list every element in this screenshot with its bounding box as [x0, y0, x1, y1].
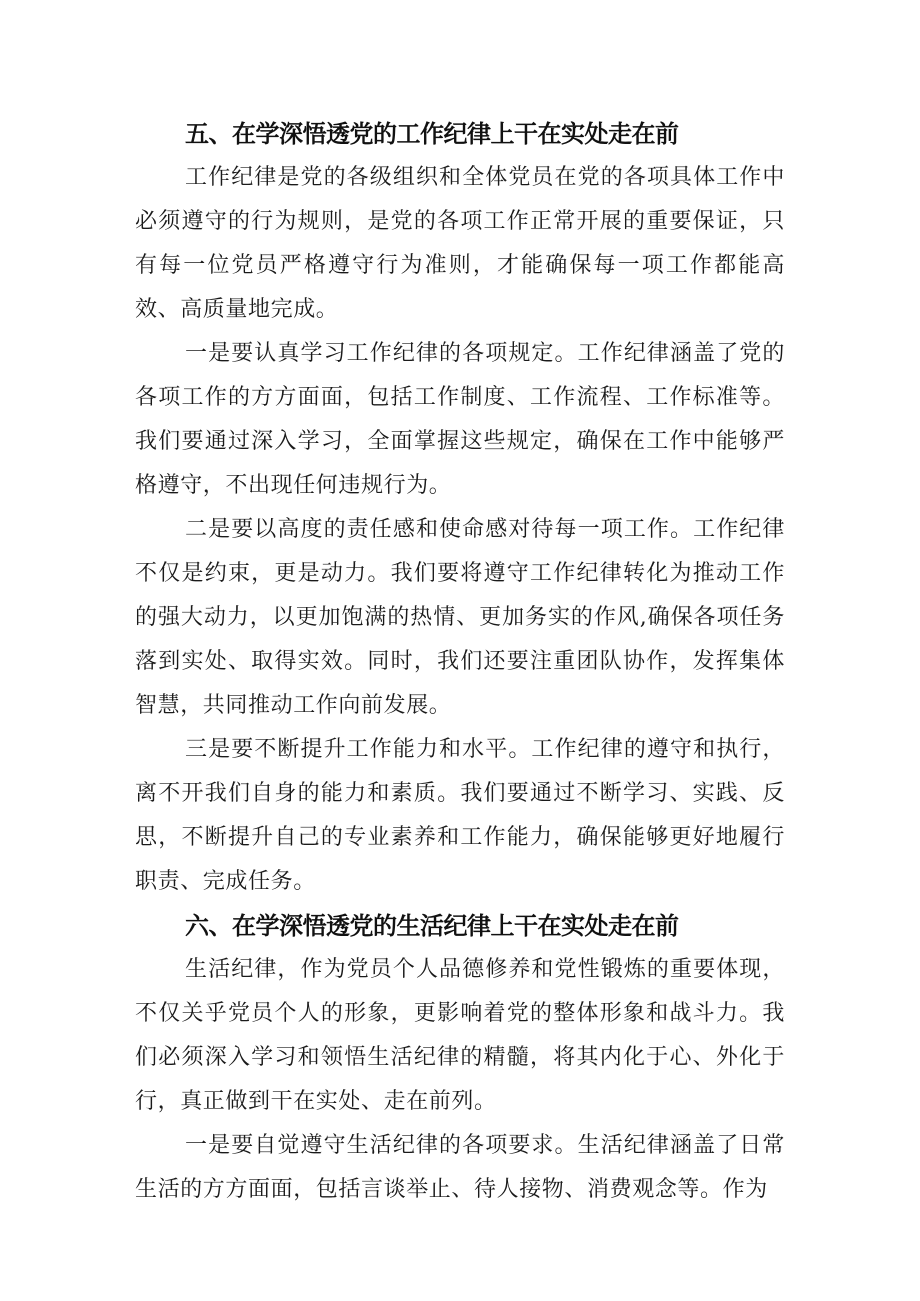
section-heading-6: 六、在学深悟透党的生活纪律上干在实处走在前: [185, 912, 679, 940]
paragraph-work-discipline-intro: 工作纪律是党的各级组织和全体党员在党的各项具体工作中必须遵守的行为规则，是党的各项工作正常开展的重要保证，只有每一位党员严格遵守行为准则，才能确保每一项工作都能高效、高质量地完成。: [135, 165, 785, 322]
document-body: [135, 112, 785, 1212]
section-heading-5: 五、在学深悟透党的工作纪律上干在实处走在前: [185, 120, 679, 148]
paragraph-work-discipline-point-3: 三是要不断提升工作能力和水平。工作纪律的遵守和执行，离不开我们自身的能力和素质。我们要通过不断学习、实践、反思，不断提升自己的专业素养和工作能力，确保能够更好地履行职责、完成任务。: [135, 737, 785, 894]
paragraph-work-discipline-point-2: 二是要以高度的责任感和使命感对待每一项工作。工作纪律不仅是约束，更是动力。我们要将遵守工作纪律转化为推动工作的强大动力，以更加饱满的热情、更加务实的作风,确保各项任务落到实处、取得实效。同时，我们还要注重团队协作，发挥集体智慧，共同推动工作向前发展。: [135, 517, 785, 718]
paragraph-life-discipline-intro: 生活纪律，作为党员个人品德修养和党性锻炼的重要体现，不仅关乎党员个人的形象，更影响着党的整体形象和战斗力。我们必须深入学习和领悟生活纪律的精髓，将其内化于心、外化于行，真正做到干在实处、走在前列。: [135, 957, 785, 1114]
paragraph-life-discipline-point-1: 一是要自觉遵守生活纪律的各项要求。生活纪律涵盖了日常生活的方方面面，包括言谈举止、待人接物、消费观念等。作为: [135, 1133, 785, 1202]
paragraph-work-discipline-point-1: 一是要认真学习工作纪律的各项规定。工作纪律涵盖了党的各项工作的方方面面，包括工作制度、工作流程、工作标准等。我们要通过深入学习，全面掌握这些规定，确保在工作中能够严格遵守，不出现任何违规行为。: [135, 341, 785, 498]
